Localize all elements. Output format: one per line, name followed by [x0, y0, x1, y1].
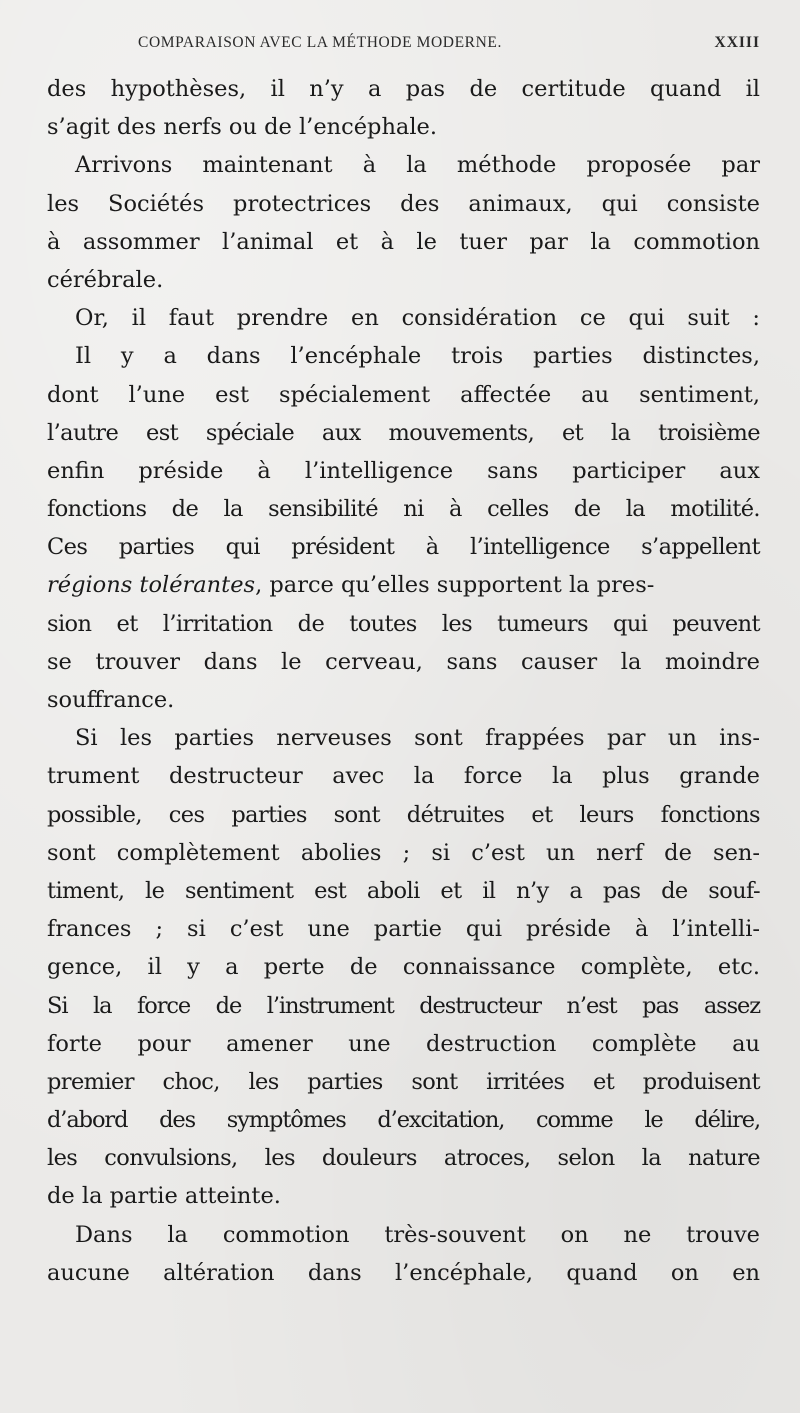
text-line: se trouver dans le cerveau, sans causer la moindre — [47, 648, 760, 675]
text-line: forte pour amener une destruction complète au — [47, 1030, 760, 1057]
paragraph-first-line: Arrivons maintenant à la méthode proposée par — [75, 152, 760, 179]
text-line: sion et l’irritation de toutes les tumeurs qui peuvent — [47, 610, 760, 637]
text-line: fonctions de la sensibilité ni à celles de la motilité. — [47, 496, 760, 523]
text-line: Si la force de l’instrument destructeur n’est pas assez — [47, 992, 760, 1019]
text-line — [47, 566, 760, 604]
text-line: aucune altération dans l’encéphale, quand on en — [47, 1259, 760, 1286]
text-line: gence, il y a perte de connaissance complète, etc. — [47, 954, 760, 981]
text-line: enfin préside à l’intelligence sans participer aux — [47, 457, 760, 484]
text-line: l’autre est spéciale aux mouvements, et la troisième — [47, 419, 760, 446]
page-number: XXIII — [714, 34, 760, 51]
body-text — [47, 70, 760, 1292]
paragraph-first-line: Si les parties nerveuses sont frappées par un ins- — [75, 725, 760, 752]
running-title: COMPARAISON AVEC LA MÉTHODE MODERNE. — [138, 34, 502, 51]
text-line: souffrance. — [47, 687, 175, 713]
paragraph-first-line: Il y a dans l’encéphale trois parties distinctes, — [75, 343, 760, 370]
text-line: des hypothèses, il n’y a pas de certitude quand il — [47, 76, 760, 102]
text-line: sont complètement abolies ; si c’est un nerf de sen- — [47, 839, 760, 866]
text-line: de la partie atteinte. — [47, 1183, 281, 1210]
text-line: possible, ces parties sont détruites et leurs fonctions — [47, 801, 760, 828]
paragraph-first-line: Dans la commotion très-souvent on ne trouve — [75, 1221, 760, 1248]
text-line: frances ; si c’est une partie qui préside à l’intelli- — [47, 916, 760, 943]
text-line: Ces parties qui président à l’intelligence s’appellent — [47, 534, 760, 561]
paragraph-first-line: Or, il faut prendre en considération ce qui suit : — [75, 305, 760, 332]
italic-term: régions tolérantes — [47, 572, 256, 599]
text-line: timent, le sentiment est aboli et il n’y a pas de souf- — [47, 877, 760, 904]
text-line: d’abord des symptômes d’excitation, comme le délire, — [47, 1107, 760, 1134]
running-head — [138, 34, 760, 56]
text-line: les convulsions, les douleurs atroces, selon la nature — [47, 1145, 760, 1172]
text-line: cérébrale. — [47, 266, 164, 293]
text-line: dont l’une est spécialement affectée au sentiment, — [47, 381, 760, 408]
text-line: s’agit des nerfs ou de l’encéphale. — [47, 114, 438, 141]
text-line-continuation: , parce qu’elles supportent la pres- — [255, 572, 655, 599]
text-line: à assommer l’animal et à le tuer par la commotion — [47, 228, 760, 255]
text-line: les Sociétés protectrices des animaux, qui consiste — [47, 190, 760, 217]
text-line: trument destructeur avec la force la plus grande — [47, 763, 760, 790]
text-line: premier choc, les parties sont irritées et produisent — [47, 1068, 760, 1095]
